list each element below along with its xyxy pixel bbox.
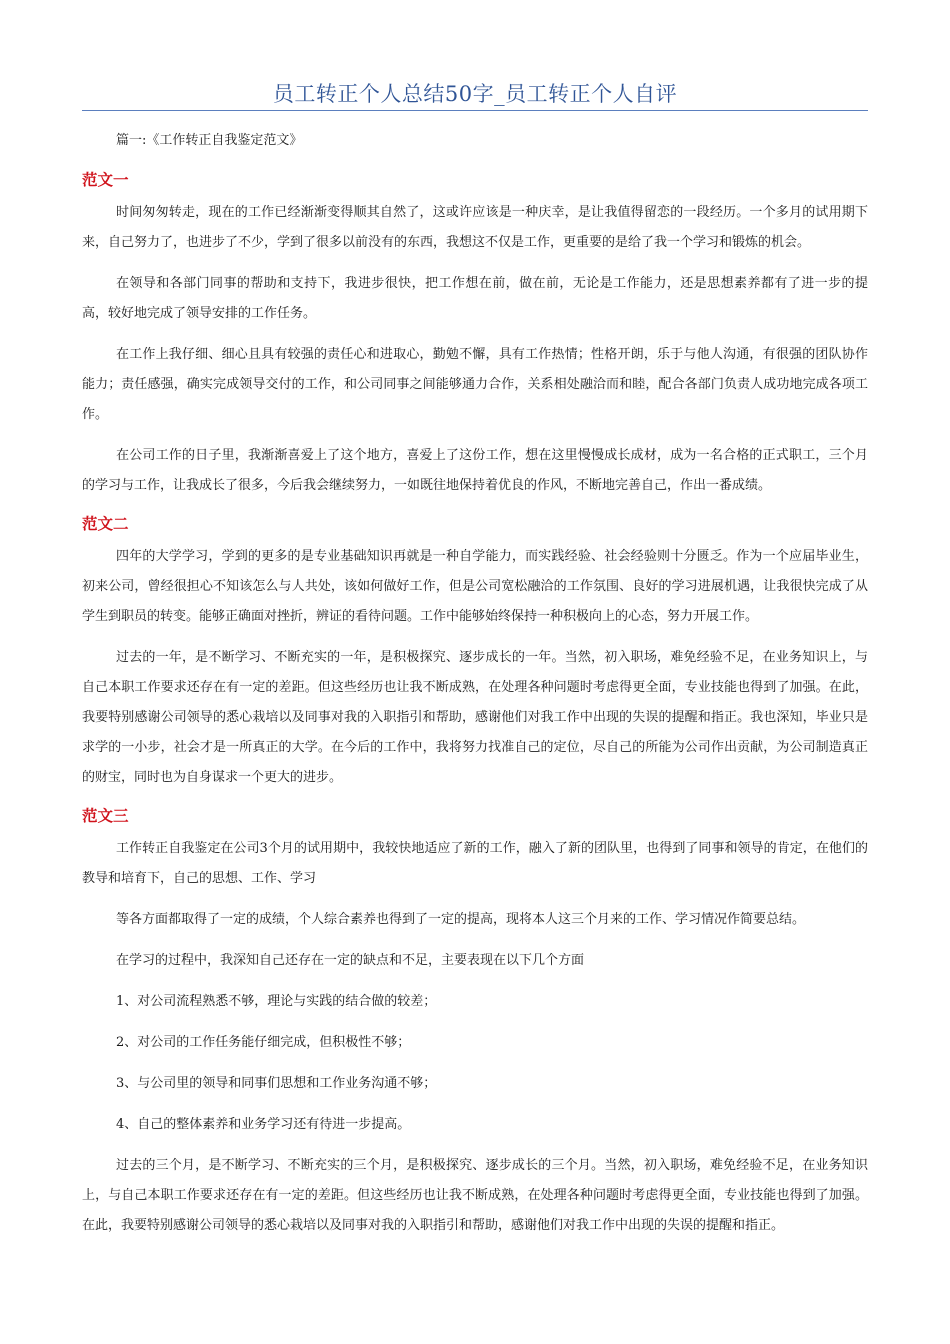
section-1-paragraph-2: 在领导和各部门同事的帮助和支持下，我进步很快，把工作想在前，做在前，无论是工作能力，还是思想素养都有了进一步的提高，较好地完成了领导安排的工作任务。 [82,276,868,321]
section-3-list-item-4: 4、自己的整体素养和业务学习还有待进一步提高。 [116,1117,411,1132]
section-3-paragraph-1: 工作转正自我鉴定在公司3个月的试用期中，我较快地适应了新的工作，融入了新的团队里，也得到了同事和领导的肯定，在他们的教导和培育下，自己的思想、工作、学习 [82,841,868,886]
section-3-list-item-1: 1、对公司流程熟悉不够，理论与实践的结合做的较差； [116,994,437,1009]
section-3-paragraph-4: 过去的三个月，是不断学习、不断充实的三个月，是积极探究、逐步成长的三个月。当然，初入职场，难免经验不足，在业务知识上，与自己本职工作要求还存在有一定的差距。但这些经历也让我不断成熟，在处理各种问题时考虑得更全面，专业技能也得到了加强。在此，我要特别感谢公司领导的悉心栽培以及同事对我的入职指引和帮助，感谢他们对我工作中出现的失误的提醒和指正。 [82,1158,868,1233]
title-underline [82,110,868,111]
section-3-list-item-2: 2、对公司的工作任务能仔细完成，但积极性不够； [116,1035,411,1050]
section-2-paragraph-1: 四年的大学学习，学到的更多的是专业基础知识再就是一种自学能力，而实践经验、社会经验则十分匮乏。作为一个应届毕业生，初来公司，曾经很担心不知该怎么与人共处，该如何做好工作，但是公司宽松融洽的工作氛围、良好的学习进展机遇，让我很快完成了从学生到职员的转变。能够正确面对挫折，辨证的看待问题。工作中能够始终保持一种积极向上的心态，努力开展工作。 [82,549,868,624]
section-2-paragraph-2: 过去的一年，是不断学习、不断充实的一年，是积极探究、逐步成长的一年。当然，初入职场，难免经验不足，在业务知识上，与自己本职工作要求还存在有一定的差距。但这些经历也让我不断成熟，在处理各种问题时考虑得更全面，专业技能也得到了加强。在此，我要特别感谢公司领导的悉心栽培以及同事对我的入职指引和帮助，感谢他们对我工作中出现的失误的提醒和指正。我也深知，毕业只是求学的一小步，社会才是一所真正的大学。在今后的工作中，我将努力找准自己的定位，尽自己的所能为公司作出贡献，为公司制造真正的财宝，同时也为自身谋求一个更大的进步。 [82,650,868,785]
section-heading-2: 范文二 [82,515,129,533]
section-3-paragraph-3: 在学习的过程中，我深知自己还存在一定的缺点和不足，主要表现在以下几个方面 [116,953,585,968]
document-title: 员工转正个人总结50字_员工转正个人自评 [272,82,678,106]
section-1-paragraph-1: 时间匆匆转走，现在的工作已经渐渐变得顺其自然了，这或许应该是一种庆幸，是让我值得留恋的一段经历。一个多月的试用期下来，自己努力了，也进步了不少，学到了很多以前没有的东西，我想这不仅是工作，更重要的是给了我一个学习和锻炼的机会。 [82,205,868,250]
section-1-paragraph-4: 在公司工作的日子里，我渐渐喜爱上了这个地方，喜爱上了这份工作，想在这里慢慢成长成材，成为一名合格的正式职工，三个月的学习与工作，让我成长了很多，今后我会继续努力，一如既往地保持着优良的作风，不断地完善自己，作出一番成绩。 [82,448,868,493]
document-page [82,0,868,1241]
section-3-list-item-3: 3、与公司里的领导和同事们思想和工作业务沟通不够； [116,1076,437,1091]
section-heading-1: 范文一 [82,171,129,189]
section-heading-3: 范文三 [82,807,129,825]
section-3-paragraph-2: 等各方面都取得了一定的成绩，个人综合素养也得到了一定的提高，现将本人这三个月来的工作、学习情况作简要总结。 [116,912,806,927]
document-subtitle: 篇一:《工作转正自我鉴定范文》 [116,133,303,148]
section-1-paragraph-3: 在工作上我仔细、细心且具有较强的责任心和进取心，勤勉不懈，具有工作热情；性格开朗，乐于与他人沟通，有很强的团队协作能力；责任感强，确实完成领导交付的工作，和公司同事之间能够通力合作，关系相处融洽而和睦，配合各部门负责人成功地完成各项工作。 [82,347,868,422]
